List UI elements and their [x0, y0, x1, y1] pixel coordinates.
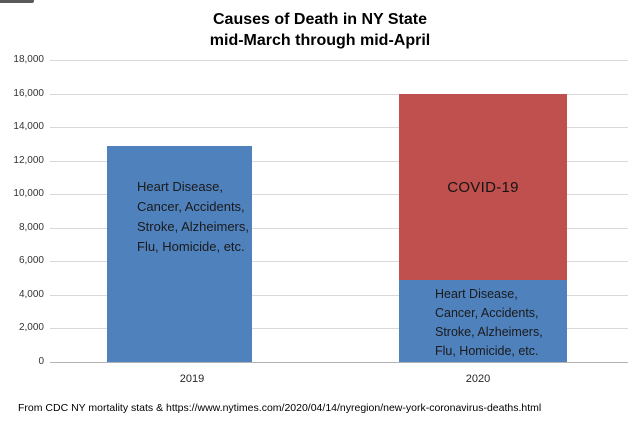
screenshot-corner-artifact [0, 0, 34, 3]
chart-title-line1: Causes of Death in NY State [213, 11, 427, 28]
y-tick-label: 8,000 [18, 222, 44, 233]
y-tick-label: 10,000 [13, 188, 44, 199]
y-tick-label: 12,000 [13, 155, 44, 166]
y-tick-label: 14,000 [13, 121, 44, 132]
bar-label-line: Heart Disease, [435, 286, 518, 301]
bar-2020-other-causes-segment [399, 280, 567, 362]
chart-title [0, 9, 640, 51]
chart-title-line2: mid-March through mid-April [209, 32, 431, 49]
x-tick-label-2019: 2019 [179, 373, 205, 385]
bar-label-line: Stroke, Alzheimers, [435, 324, 543, 339]
bar-2019-other-causes-label [137, 177, 249, 257]
bar-label-line: Stroke, Alzheimers, [137, 218, 249, 234]
x-axis-line [50, 362, 628, 363]
bar-label-line: Flu, Homicide, etc. [137, 238, 245, 254]
bar-2020-covid-label: COVID-19 [447, 178, 519, 196]
y-tick-label: 4,000 [18, 289, 44, 300]
bar-2019-other-causes-segment [107, 146, 252, 362]
y-tick-label: 0 [38, 356, 44, 367]
bar-label-line: Flu, Homicide, etc. [435, 343, 539, 358]
y-tick-label: 18,000 [13, 54, 44, 65]
y-tick-label: 2,000 [18, 322, 44, 333]
x-tick-label-2020: 2020 [465, 373, 491, 385]
bar-2020-covid-segment [399, 94, 567, 279]
gridline-18000 [50, 60, 628, 61]
bar-2019 [107, 146, 252, 362]
y-tick-label: 6,000 [18, 255, 44, 266]
y-tick-label: 16,000 [13, 88, 44, 99]
bar-label-line: Cancer, Accidents, [137, 198, 245, 214]
bar-2020-other-causes-label [435, 285, 543, 361]
bar-label-line: Cancer, Accidents, [435, 305, 539, 320]
bar-2020 [399, 94, 567, 362]
bar-label-line: Heart Disease, [137, 178, 223, 194]
source-note: From CDC NY mortality stats & https://www.nytimes.com/2020/04/14/nyregion/new-york-coronavirus-deaths.html [18, 402, 542, 414]
